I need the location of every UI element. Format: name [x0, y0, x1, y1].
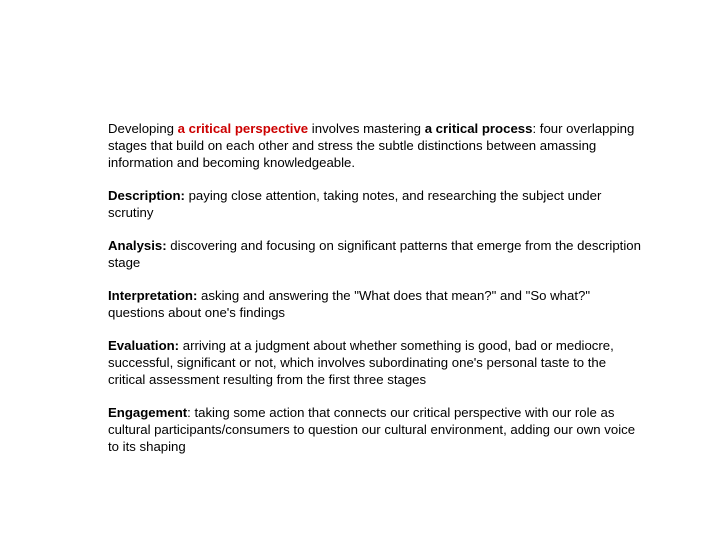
stage-text: arriving at a judgment about whether something is good, bad or mediocre, successful, significant or not, which involves subordinating one's personal taste to the critical assessment resulting from the first three stages	[108, 338, 614, 387]
stage-term: Description:	[108, 188, 185, 203]
stage-term: Interpretation:	[108, 288, 198, 303]
stage-engagement	[108, 404, 644, 455]
stage-evaluation	[108, 337, 644, 388]
stage-analysis	[108, 237, 644, 271]
stage-description	[108, 187, 644, 221]
intro-after: : four overlapping stages that build on each other and stress the subtle distinctions between amassing information and becoming knowledgeable.	[108, 121, 635, 170]
stage-text: : taking some action that connects our critical perspective with our role as cultural participants/consumers to question our cultural environment, adding our own voice to its shaping	[108, 405, 636, 454]
stage-term: Engagement	[108, 405, 188, 420]
intro-paragraph	[108, 120, 644, 171]
stage-term: Evaluation:	[108, 338, 180, 353]
stage-text: asking and answering the "What does that mean?" and "So what?" questions about one's findings	[108, 288, 591, 320]
stage-interpretation	[108, 287, 644, 321]
stage-text: discovering and focusing on significant patterns that emerge from the description stage	[108, 238, 641, 270]
intro-highlight: a critical perspective	[177, 121, 309, 136]
slide-content	[108, 120, 644, 471]
intro-before: Developing	[108, 121, 178, 136]
stage-text: paying close attention, taking notes, and researching the subject under scrutiny	[108, 188, 602, 220]
intro-bold: a critical process	[424, 121, 533, 136]
intro-middle: involves mastering	[308, 121, 425, 136]
stage-term: Analysis:	[108, 238, 167, 253]
